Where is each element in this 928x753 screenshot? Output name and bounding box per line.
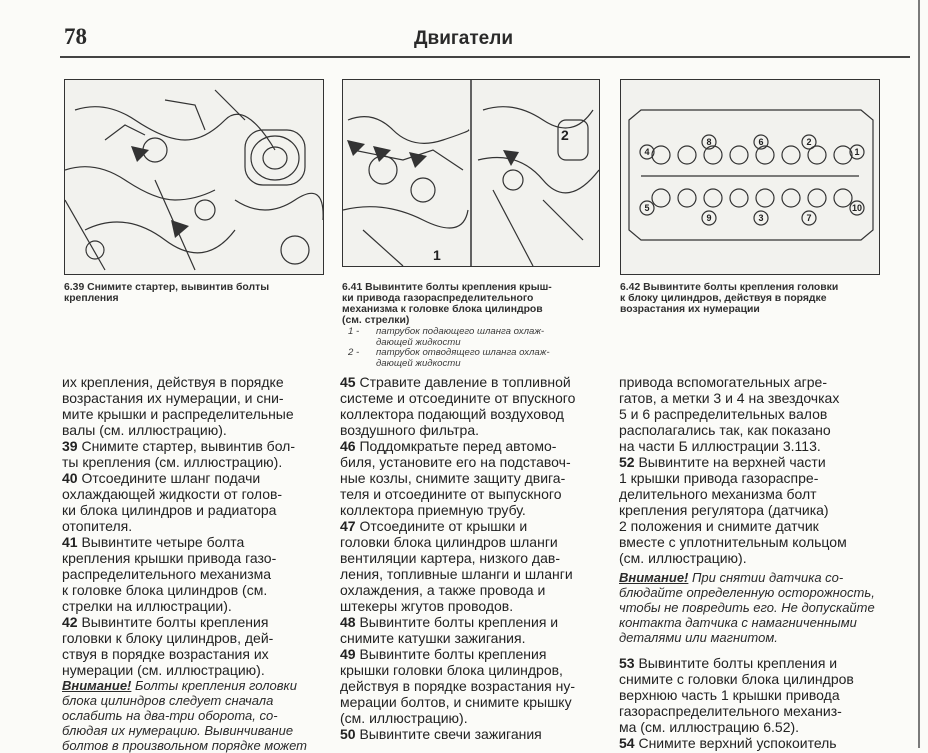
step-41: 41 Вывинтите четыре болта крепления крышки привода газо- распределительного механизма к головке блока цилиндров (см. стрелки на иллюстрации). — [62, 534, 277, 614]
step-48: 48 Вывинтите болты крепления и снимите катушки зажигания. — [340, 614, 559, 646]
text-column-2 — [340, 374, 606, 742]
label-3: 3 — [758, 213, 764, 223]
label-1: 1 — [433, 247, 441, 263]
figure-6-42-image — [620, 79, 880, 275]
label-8: 8 — [706, 137, 712, 147]
label-2: 2 — [561, 127, 569, 143]
text-column-3 — [619, 374, 885, 751]
caption-line: 6.42 Вывинтите болты крепления головки — [620, 282, 839, 293]
label-2: 2 — [806, 137, 812, 147]
step-52: 52 Вывинтите на верхней части 1 крышки привода газорaспре- делительного механизма болт крепления регулятора (датчика) 2 положения и снимите датчик вместе с уплотнительным кольцом (см. иллюстрацию). — [619, 454, 847, 566]
caption-line: 6.41 Вывинтите болты крепления крыш- — [342, 282, 552, 293]
caption-line: (см. стрелки) — [342, 315, 410, 326]
page-number: 78 — [64, 24, 87, 49]
step-42: 42 Вывинтите болты крепления головки к блоку цилиндров, дей- ствуя в порядке возрастания их нумерации (см. иллюстрацию). — [62, 614, 274, 678]
label-7: 7 — [806, 213, 812, 223]
timing-cover-drawing — [343, 80, 599, 266]
label-6: 6 — [758, 137, 764, 147]
figure-6-39-image — [64, 79, 324, 275]
label-5: 5 — [644, 203, 650, 213]
legend-text: патрубок отводящего шланга охлаж- дающей жидкости — [376, 347, 550, 369]
caption-line: возрастания их нумерации — [620, 304, 760, 315]
warning-note: Внимание! При снятии датчика со- блюдайте определенную осторожность, чтобы не повредить его. Не допускайте контакта датчика с намагниченными деталями или магнитом. — [619, 570, 875, 645]
label-10: 10 — [851, 203, 863, 213]
starter-motor-drawing — [65, 80, 323, 274]
legend-number: 2 - — [348, 347, 360, 358]
step-47: 47 Отсоедините от крышки и головки блока цилиндров шланги вентиляции картера, низкого дав- ления, топливные шланги и шланги охлаждения, а также провода и штекеры жгутов проводов. — [340, 518, 573, 614]
arrow-icon — [409, 152, 427, 168]
caption-line: 6.39 Снимите стартер, вывинтив болты — [64, 282, 270, 293]
figure-6-42-caption — [620, 282, 882, 315]
page-edge — [918, 0, 920, 748]
cylinder-head-drawing — [621, 80, 879, 274]
step-46: 46 Поддомкратьте перед автомо- биля, установите его на подставоч- ные козлы, снимите защиту двига- теля и отсоедините от выпускного коллектора приемную трубу. — [340, 438, 571, 518]
figure-6-39-caption — [64, 282, 326, 304]
step-54: 54 Снимите верхний успокоитель — [619, 735, 837, 751]
arrow-icon — [347, 140, 365, 156]
caption-line: крепления — [64, 293, 119, 304]
arrow-icon — [131, 146, 149, 162]
legend-item — [348, 348, 604, 369]
step-39: 39 Снимите стартер, вывинтив бол- ты крепления (см. иллюстрацию). — [62, 438, 296, 470]
step-45: 45 Стравите давление в топливной системе и отсоедините от впускного коллектора подающий воздуховод воздушного фильтра. — [340, 374, 576, 438]
caption-line: механизма к головке блока цилиндров — [342, 304, 543, 315]
paragraph: привода вспомогательных агре- гатов, а метки 3 и 4 на звездочках 5 и 6 распределительных валов располагались так, как показано на части Б иллюстрации 3.113. — [619, 374, 840, 454]
legend-item — [348, 327, 604, 348]
caption-line: к блоку цилиндров, действуя в порядке — [620, 293, 827, 304]
label-1: 1 — [854, 147, 860, 157]
paragraph: их крепления, действуя в порядке возрастания их нумерации, и сни- мите крышки и распределительные валы (см. иллюстрацию). — [62, 374, 294, 438]
label-4: 4 — [644, 147, 650, 157]
label-9: 9 — [706, 213, 712, 223]
warning-note: Внимание! Болты крепления головки блока цилиндров следует сначала ослабить на два-три оборота, со- блюдая их нумерацию. Вывинчивание болтов в произвольном порядке может — [62, 678, 307, 753]
step-49: 49 Вывинтите болты крепления крышки головки блока цилиндров, действуя в порядке возрастания ну- мерации болтов, и снимите крышку (см. иллюстрацию). — [340, 646, 576, 726]
text-column-1 — [62, 374, 328, 753]
page-title: Двигатели — [414, 28, 513, 49]
step-53: 53 Вывинтите болты крепления и снимите с головки блока цилиндров верхнюю часть 1 крышки привода газораспределительного механиз- ма (см. иллюстрацию 6.52). — [619, 655, 854, 735]
step-50: 50 Вывинтите свечи зажигания — [340, 726, 542, 742]
figure-6-41-legend — [348, 327, 604, 369]
step-40: 40 Отсоедините шланг подачи охлаждающей жидкости от голов- ки блока цилиндров и радиатора отопителя. — [62, 470, 283, 534]
caption-line: ки привода газораспределительного — [342, 293, 534, 304]
header-rule — [60, 56, 910, 58]
legend-number: 1 - — [348, 326, 360, 337]
figure-6-41-caption — [342, 282, 604, 326]
legend-text: патрубок подающего шланга охлаж- дающей жидкости — [376, 326, 545, 348]
figure-6-41-image — [342, 79, 600, 267]
